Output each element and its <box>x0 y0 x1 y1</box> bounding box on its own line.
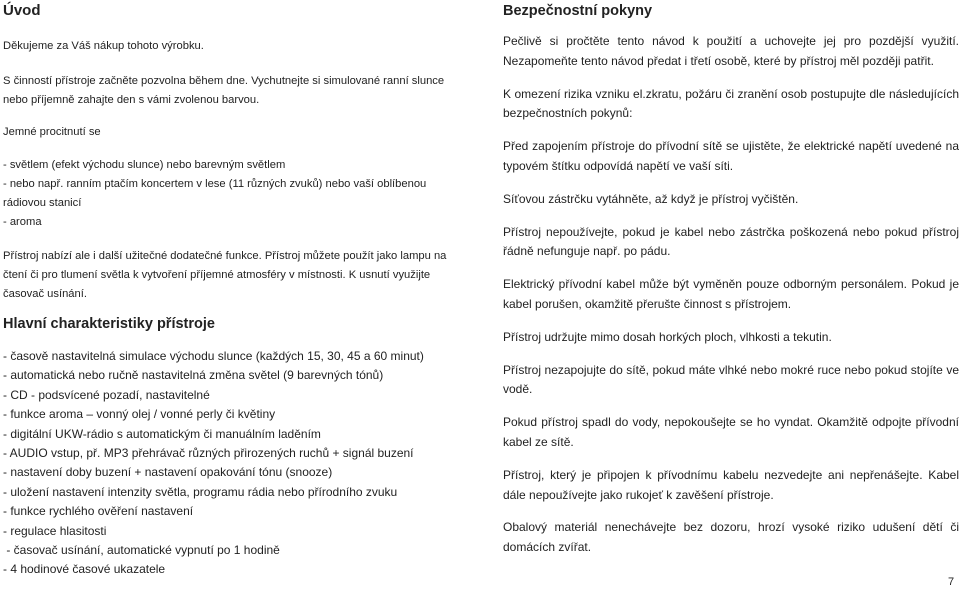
intro-wake: Jemné procitnutí se <box>3 126 101 138</box>
feature-item: - automatická nebo ručně nastavitelná změna světel (9 barevných tónů) <box>3 368 384 383</box>
feature-item: - časovač usínání, automatické vypnutí po 1 hodině <box>3 543 280 558</box>
feature-item: - CD - podsvícené pozadí, nastavitelné <box>3 387 210 402</box>
safety-paragraph: Pečlivě si pročtěte tento návod k použití a uchovejte jej pro pozdější využití. Nezapomeňte tento návod předat i třetí osobě, které by přístroj měl později patřit. <box>503 34 959 68</box>
safety-paragraph: Přístroj, který je připojen k přívodnímu kabelu nezvedejte ani nepřenášejte. Kabel dále nepoužívejte jako rukojeť k zavěšení přístroje. <box>503 467 959 502</box>
feature-item: - časově nastavitelná simulace východu slunce (každých 15, 30, 45 a 60 minut) <box>3 349 424 363</box>
left-column <box>3 0 458 580</box>
safety-paragraph: Přístroj nepoužívejte, pokud je kabel nebo zástrčka poškozená nebo pokud přístroj řádně nefunguje např. po pádu. <box>503 224 959 259</box>
feature-item: - uložení nastavení intenzity světla, programu rádia nebo přírodního zvuku <box>3 484 398 499</box>
safety-paragraph: Před zapojením přístroje do přívodní sítě se ujistěte, že elektrické napětí uvedené na typovém štítku odpovídá napětí ve vaší síti. <box>503 139 959 173</box>
intro-bullet-aroma: - aroma <box>3 216 42 228</box>
safety-paragraph: Pokud přístroj spadl do vody, nepokoušejte se ho vyndat. Okamžitě odpojte přívodní kabel ze sítě. <box>503 415 959 449</box>
intro-bullet-light: - světlem (efekt východu slunce) nebo barevným světlem <box>3 159 286 171</box>
safety-paragraph: Síťovou zástrčku vytáhněte, až když je přístroj vyčištěn. <box>503 191 799 206</box>
safety-paragraph: Obalový materiál nenechávejte bez dozoru, hrozí vysoké riziko udušení dětí či domácích zvířat. <box>503 520 959 555</box>
safety-paragraph: K omezení rizika vzniku el.zkratu, požáru či zranění osob postupujte dle následujících bezpečnostních pokynů: <box>503 86 959 121</box>
feature-item: - digitální UKW-rádio s automatickým či manuálním laděním <box>3 426 321 441</box>
feature-item: - AUDIO vstup, př. MP3 přehrávač různých přirozených ruchů + signál buzení <box>3 446 414 461</box>
safety-paragraph: Přístroj nezapojujte do sítě, pokud máte vlhké nebo mokré ruce nebo pokud stojíte ve vodě. <box>503 362 959 397</box>
intro-thanks: Děkujeme za Váš nákup tohoto výrobku. <box>3 40 204 52</box>
feature-item: - nastavení doby buzení + nastavení opakování tónu (snooze) <box>3 465 333 480</box>
intro-heading: Úvod <box>3 2 41 19</box>
feature-item: - 4 hodinové časové ukazatele <box>3 562 166 577</box>
features-list <box>3 347 458 580</box>
intro-extra: Přístroj nabízí ale i další užitečné dodatečné funkce. Přístroj můžete použít jako lampu na čtení či pro tlumení světla k vytvoření příjemné atmosféry v místnosti. K usnutí využijte časovač usínání. <box>3 250 447 300</box>
feature-item: - funkce aroma – vonný olej / vonné perly či květiny <box>3 407 276 422</box>
safety-paragraph: Přístroj udržujte mimo dosah horkých ploch, vlhkosti a tekutin. <box>503 329 832 344</box>
feature-item: - funkce rychlého ověření nastavení <box>3 504 194 519</box>
features-heading: Hlavní charakteristiky přístroje <box>3 316 215 332</box>
feature-item: - regulace hlasitosti <box>3 523 107 538</box>
right-column <box>503 0 959 558</box>
safety-heading: Bezpečnostní pokyny <box>503 3 653 19</box>
intro-bullet-sound: - nebo např. ranním ptačím koncertem v lese (11 různých zvuků) nebo vaší oblíbenou rádiovou stanicí <box>3 178 427 209</box>
safety-paragraph: Elektrický přívodní kabel může být vyměněn pouze odborným personálem. Pokud je kabel porušen, okamžitě přerušte činnost s přístrojem. <box>503 277 959 311</box>
page-number: 7 <box>948 576 955 588</box>
intro-start: S činností přístroje začněte pozvolna během dne. Vychutnejte si simulované ranní slunce nebo příjemně zahajte den s vámi zvolenou barvou. <box>3 75 445 106</box>
